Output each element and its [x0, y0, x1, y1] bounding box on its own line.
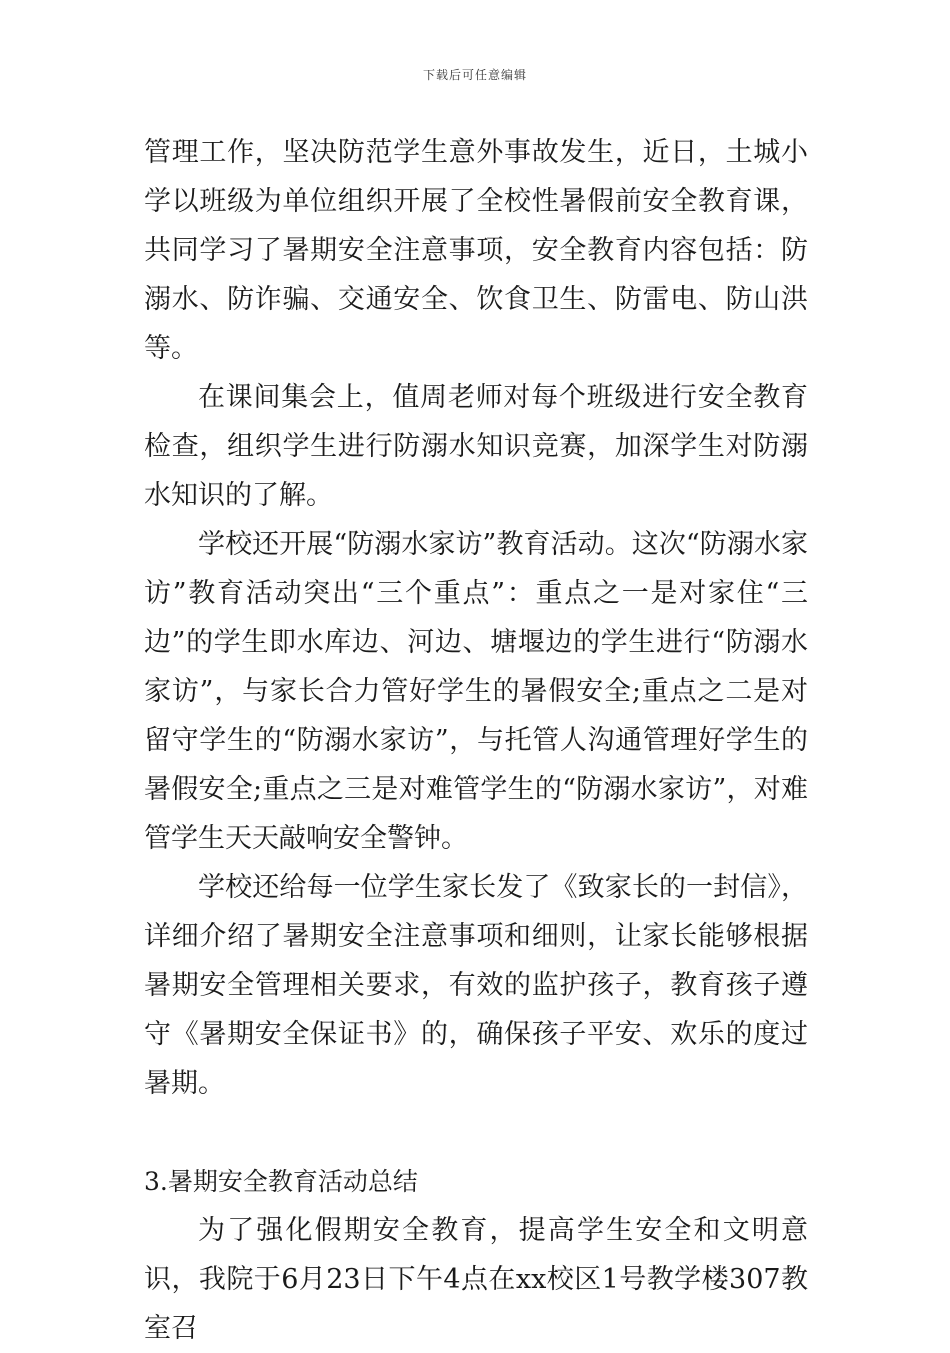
paragraph-section-intro: 为了强化假期安全教育，提高学生安全和文明意识，我院于6月23日下午4点在xx校区1号教学楼307教室召: [144, 1215, 808, 1344]
section-heading: 3.暑期安全教育活动总结: [144, 1167, 418, 1196]
section-spacer: [144, 1108, 808, 1157]
paragraph-assembly-check: 在课间集会上，值周老师对每个班级进行安全教育检查，组织学生进行防溺水知识竞赛，加深学生对防溺水知识的了解。: [144, 382, 808, 511]
paragraph-continuation: 管理工作，坚决防范学生意外事故发生，近日，土城小学以班级为单位组织开展了全校性暑假前安全教育课，共同学习了暑期安全注意事项，安全教育内容包括：防溺水、防诈骗、交通安全、饮食卫生、防雷电、防山洪等。: [144, 137, 808, 364]
paragraph-home-visit: 学校还开展“防溺水家访”教育活动。这次“防溺水家访”教育活动突出“三个重点”：重点之一是对家住“三边”的学生即水库边、河边、塘堰边的学生进行“防溺水家访”，与家长合力管好学生的暑假安全;重点之二是对留守学生的“防溺水家访”，与托管人沟通管理好学生的暑假安全;重点之三是对难管学生的“防溺水家访”，对难管学生天天敲响安全警钟。: [144, 529, 808, 854]
header-note: 下载后可任意编辑: [422, 68, 527, 82]
document-body: [144, 128, 808, 1353]
paragraph-parent-letter: 学校还给每一位学生家长发了《致家长的一封信》，详细介绍了暑期安全注意事项和细则，让家长能够根据暑期安全管理相关要求，有效的监护孩子，教育孩子遵守《暑期安全保证书》的，确保孩子平安、欢乐的度过暑期。: [144, 872, 808, 1099]
